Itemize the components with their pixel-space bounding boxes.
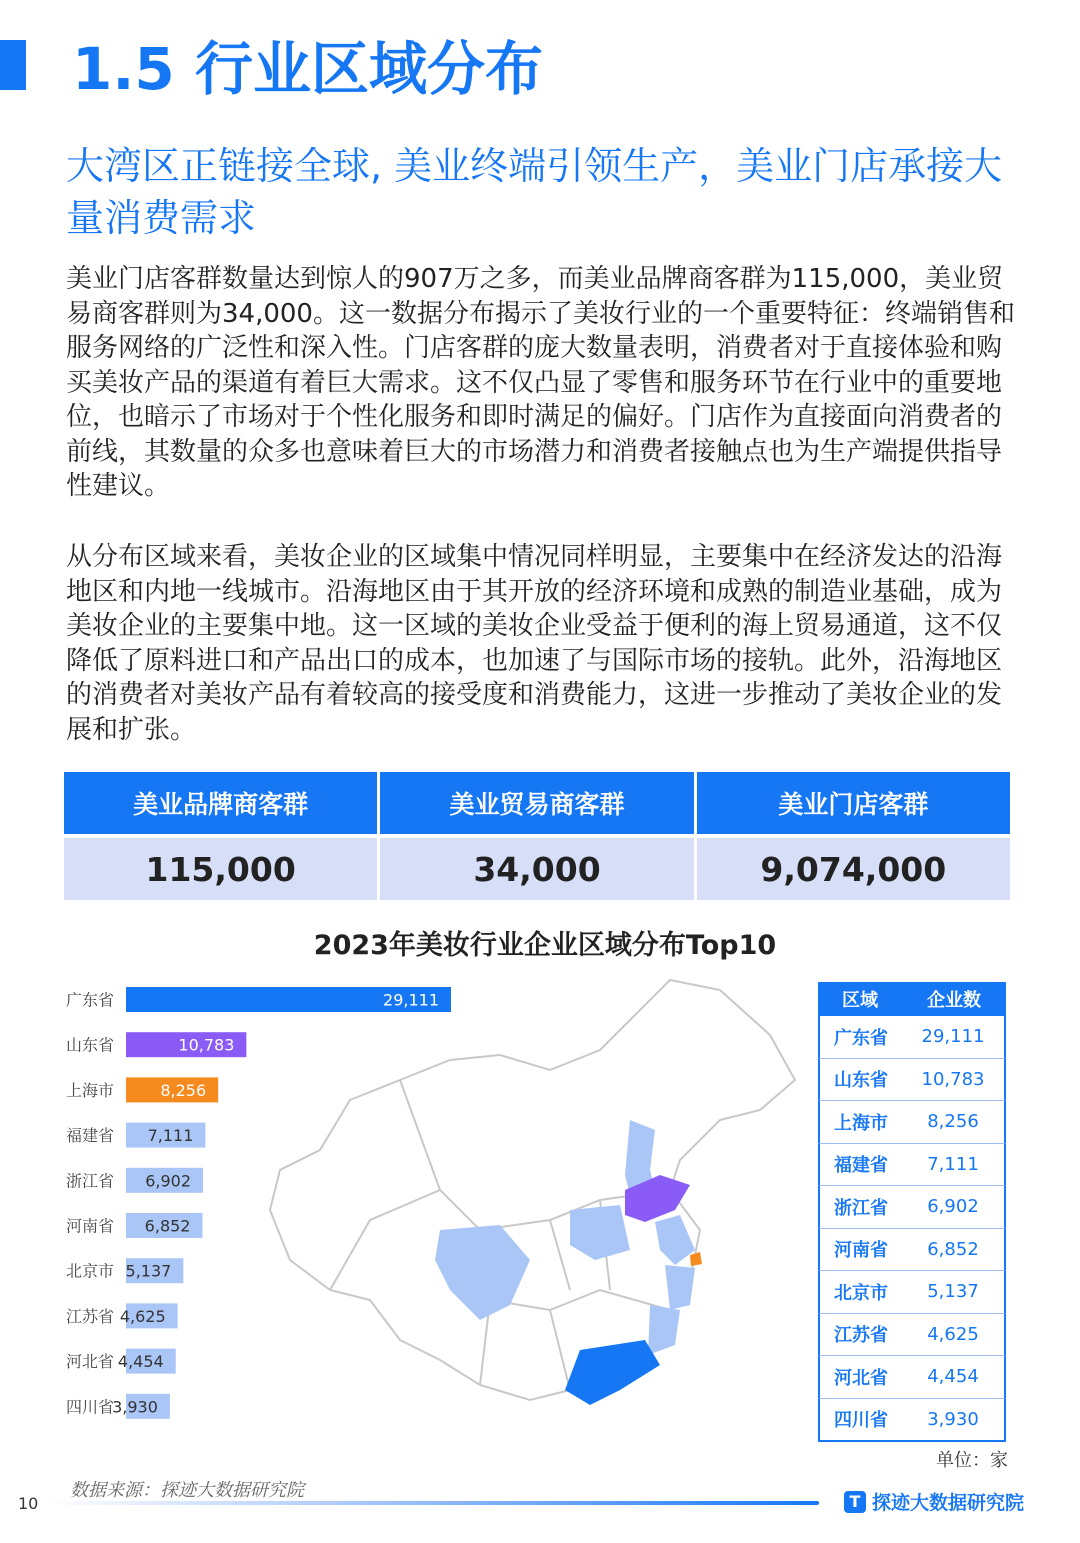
data-source: 数据来源：探迹大数据研究院 bbox=[70, 1480, 304, 1501]
chart-title: 2023年美妆行业企业区域分布Top10 bbox=[313, 930, 777, 961]
map-region-beijing bbox=[634, 1135, 648, 1152]
page-number: 10 bbox=[18, 1494, 39, 1513]
bar-category-label: 福建省 bbox=[66, 1126, 115, 1146]
region-cell: 江苏省 bbox=[834, 1325, 888, 1347]
region-table-row bbox=[818, 1016, 1006, 1059]
bar-value-label: 7,111 bbox=[147, 1126, 194, 1146]
region-cell: 浙江省 bbox=[834, 1197, 888, 1219]
count-cell: 4,454 bbox=[927, 1366, 979, 1388]
region-cell: 广东省 bbox=[834, 1027, 888, 1049]
region-table-row bbox=[818, 1356, 1006, 1399]
page-title: 1.5 行业区域分布 bbox=[72, 35, 543, 103]
section-subtitle: 大湾区正链接全球, 美业终端引领生产，美业门店承接大量消费需求 bbox=[66, 144, 1003, 240]
bar-value-label: 6,902 bbox=[145, 1171, 192, 1191]
map-region-zhejiang bbox=[665, 1265, 695, 1310]
stats-value-brand: 115,000 bbox=[64, 838, 377, 900]
bar-category-label: 四川省 bbox=[66, 1397, 115, 1417]
region-header: 区域 bbox=[842, 990, 878, 1011]
stats-value-trader: 34,000 bbox=[380, 838, 693, 900]
region-cell: 河北省 bbox=[834, 1367, 888, 1389]
bar-category-label: 广东省 bbox=[66, 990, 115, 1010]
china-map bbox=[250, 960, 810, 1454]
bar-value-label: 6,852 bbox=[144, 1216, 191, 1236]
title-accent-bar bbox=[0, 40, 26, 90]
count-cell: 29,111 bbox=[921, 1026, 985, 1048]
stats-header-row bbox=[64, 772, 1010, 834]
bar-value-label: 4,454 bbox=[117, 1352, 164, 1372]
bar-value-label: 8,256 bbox=[160, 1080, 207, 1100]
region-table-row bbox=[818, 1101, 1006, 1144]
bar-category-label: 江苏省 bbox=[66, 1306, 115, 1326]
footer-divider bbox=[44, 1501, 819, 1505]
bar-value-label: 29,111 bbox=[383, 990, 439, 1010]
region-cell: 山东省 bbox=[834, 1070, 888, 1092]
map-region-guangdong bbox=[565, 1340, 660, 1405]
map-outline bbox=[270, 980, 795, 1400]
map-region-fujian bbox=[648, 1305, 680, 1355]
region-table-row bbox=[818, 1314, 1006, 1357]
body-paragraph-2: 从分布区域来看，美妆企业的区域集中情况同样明显，主要集中在经济发达的沿海地区和内地一线城市。沿海地区由于其开放的经济环境和成熟的制造业基础，成为美妆企业的主要集中地。这一区域的美妆企业受益于便利的海上贸易通道，这不仅降低了原料进口和产品出口的成本，也加速了与国际市场的接轨。此外，沿海地区的消费者对美妆产品有着较高的接受度和消费能力，这进一步推动了美妆企业的发展和扩张。 bbox=[66, 542, 1003, 745]
unit-label: 单位：家 bbox=[936, 1450, 1008, 1471]
count-cell: 10,783 bbox=[921, 1068, 985, 1090]
client-stats-table bbox=[64, 772, 1010, 902]
body-paragraph-1: 美业门店客群数量达到惊人的907万之多，而美业品牌商客群为115,000，美业贸易商客群则为34,000。这一数据分布揭示了美妆行业的一个重要特征：终端销售和服务网络的广泛性和深入性。门店客群的庞大数量表明，消费者对于直接体验和购买美妆产品的渠道有着巨大需求。这不仅凸显了零售和服务环节在行业中的重要地位，也暗示了市场对于个性化服务和即时满足的偏好。门店作为直接面向消费者的前线，其数量的众多也意味着巨大的市场潜力和消费者接触点也为生产端提供指导性建议。 bbox=[66, 264, 1015, 501]
count-cell: 4,625 bbox=[927, 1323, 979, 1345]
region-table-row bbox=[818, 1271, 1006, 1314]
region-table-header bbox=[818, 982, 1006, 1016]
bar-value-label: 3,930 bbox=[112, 1397, 158, 1417]
count-cell: 6,902 bbox=[927, 1196, 979, 1218]
stats-header-trader: 美业贸易商客群 bbox=[380, 772, 693, 834]
count-cell: 3,930 bbox=[927, 1408, 979, 1430]
brand-logo-icon: T bbox=[844, 1491, 866, 1513]
region-table-row bbox=[818, 1059, 1006, 1102]
region-cell: 福建省 bbox=[834, 1155, 888, 1177]
count-cell: 6,852 bbox=[927, 1238, 979, 1260]
bar-value-label: 4,625 bbox=[119, 1306, 166, 1326]
count-cell: 5,137 bbox=[927, 1281, 979, 1303]
region-table-row bbox=[818, 1229, 1006, 1272]
map-highlights bbox=[435, 1120, 702, 1405]
map-region-henan bbox=[570, 1205, 630, 1260]
region-table-row bbox=[818, 1186, 1006, 1229]
map-region-shanghai bbox=[690, 1252, 702, 1266]
region-cell: 河南省 bbox=[834, 1240, 888, 1262]
region-table-row bbox=[818, 1399, 1006, 1443]
map-region-sichuan bbox=[435, 1225, 530, 1320]
bar-value-label: 10,783 bbox=[178, 1035, 235, 1055]
map-region-jiangsu bbox=[655, 1215, 695, 1265]
map-country-outline bbox=[270, 980, 795, 1400]
region-table-row bbox=[818, 1144, 1006, 1187]
brand bbox=[844, 1488, 1024, 1515]
region-table bbox=[818, 982, 1006, 1442]
stats-value-store: 9,074,000 bbox=[697, 838, 1010, 900]
stats-header-brand: 美业品牌商客群 bbox=[64, 772, 377, 834]
bar-category-label: 河南省 bbox=[66, 1216, 115, 1236]
stats-value-row bbox=[64, 838, 1010, 900]
bar-category-label: 北京市 bbox=[66, 1261, 115, 1281]
region-cell: 北京市 bbox=[834, 1282, 888, 1304]
bar-category-label: 山东省 bbox=[66, 1035, 115, 1055]
count-cell: 8,256 bbox=[927, 1111, 979, 1133]
bar-category-label: 河北省 bbox=[66, 1352, 115, 1372]
bar-category-label: 上海市 bbox=[66, 1080, 115, 1100]
bar-value-label: 5,137 bbox=[125, 1261, 172, 1281]
count-header: 企业数 bbox=[927, 990, 981, 1011]
region-cell: 上海市 bbox=[834, 1112, 888, 1134]
stats-header-store: 美业门店客群 bbox=[697, 772, 1010, 834]
count-cell: 7,111 bbox=[927, 1153, 979, 1175]
brand-name: 探迹大数据研究院 bbox=[872, 1492, 1025, 1514]
region-cell: 四川省 bbox=[834, 1410, 888, 1432]
bar-category-label: 浙江省 bbox=[66, 1171, 115, 1191]
